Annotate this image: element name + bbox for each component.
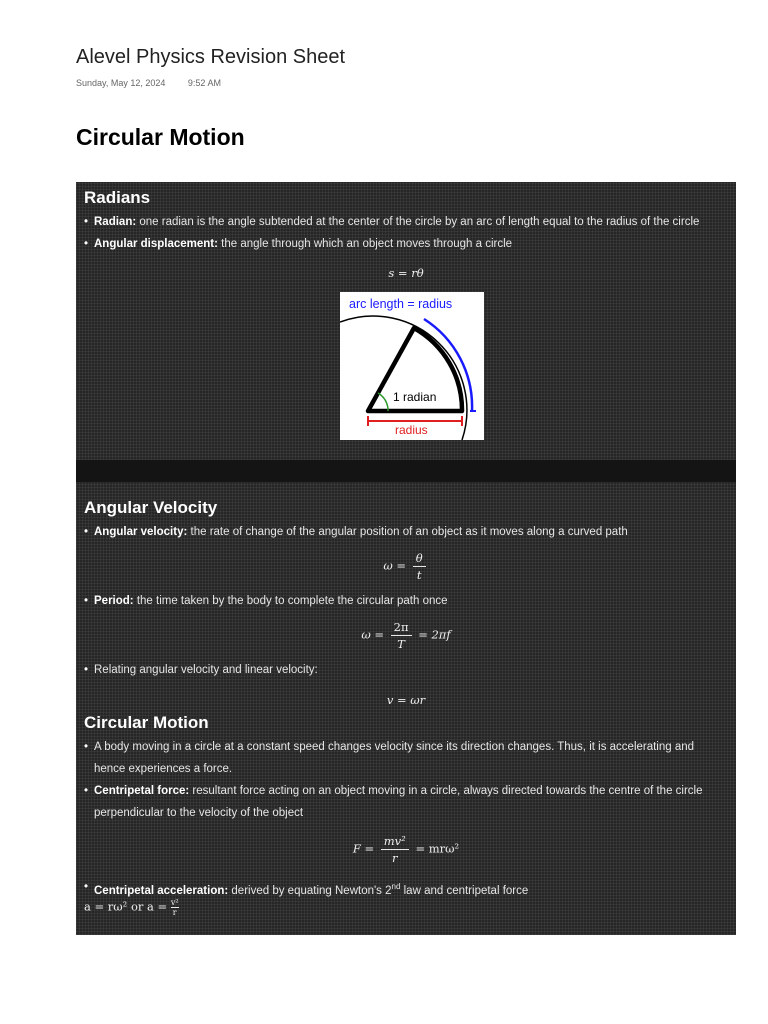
- bullet-term: Angular displacement:: [94, 238, 218, 250]
- bullet-term: Centripetal acceleration:: [94, 884, 229, 897]
- note-time: 9:52 AM: [187, 78, 221, 88]
- note-title: Alevel Physics Revision Sheet: [76, 46, 346, 68]
- formula-centripetal-force: [76, 833, 736, 866]
- fraction-numerator: 2π: [391, 619, 412, 636]
- bullet-text: the time taken by the body to complete the circular path once: [133, 595, 448, 607]
- angular-velocity-title: Angular Velocity: [84, 498, 218, 517]
- bullet-text: one radian is the angle subtended at the center of the circle by an arc of length equal to the radius of the circle: [136, 216, 700, 228]
- fraction-denominator: t: [416, 568, 422, 582]
- radians-title: Radians: [84, 188, 151, 207]
- bullet-term: Centripetal force:: [94, 785, 190, 797]
- fraction-denominator: T: [397, 637, 405, 651]
- bullet-constant-speed: [94, 736, 714, 780]
- angle-label: 1 radian: [393, 390, 437, 404]
- fraction-numerator: mv²: [381, 833, 409, 850]
- bullet-text: the angle through which an object moves through a circle: [217, 238, 513, 250]
- bullet-relating-velocity: [94, 659, 714, 681]
- bullet-text: A body moving in a circle at a constant speed changes velocity since its direction changes. Thus, it is accelerating and hence experiences a force.: [94, 741, 695, 775]
- fraction-numerator: v²: [170, 898, 179, 907]
- panel-divider: [76, 460, 736, 482]
- fraction-numerator: θ: [413, 550, 426, 567]
- formula-rhs: = 2πf: [418, 627, 451, 642]
- circular-motion-title: Circular Motion: [84, 713, 209, 732]
- formula-omega-theta: [76, 550, 736, 583]
- bullet-text: the rate of change of the angular position of an object as it moves along a curved path: [187, 526, 628, 538]
- angle-arc: [378, 393, 388, 411]
- bullet-angular-velocity: [94, 521, 714, 543]
- note-date: Sunday, May 12, 2024: [76, 78, 166, 88]
- bullet-radian: [94, 211, 714, 233]
- radius-label: radius: [395, 423, 428, 437]
- superscript: nd: [391, 882, 401, 891]
- bullet-text-after: law and centripetal force: [400, 884, 529, 897]
- bullet-term: Angular velocity:: [94, 526, 188, 538]
- acceleration-formula: [84, 898, 179, 917]
- angular-velocity-panel: [76, 482, 736, 935]
- bullet-text: derived by equating Newton's 2: [228, 884, 392, 897]
- formula-lhs: ω =: [383, 558, 407, 573]
- accel-text: a = rω² or a =: [84, 899, 171, 914]
- bullet-term: Radian:: [94, 216, 137, 228]
- fraction-denominator: r: [392, 851, 398, 865]
- bullet-text: Relating angular velocity and linear velocity:: [94, 664, 318, 676]
- bullet-period: [94, 590, 714, 612]
- section-heading: Circular Motion: [76, 124, 245, 150]
- formula-linear-velocity: v = ωr: [386, 693, 426, 707]
- bullet-angular-displacement: [94, 233, 714, 255]
- fraction: [381, 833, 409, 866]
- bullet-centripetal-acceleration: [94, 876, 714, 902]
- fraction: [391, 619, 412, 652]
- note-metadata: [76, 78, 241, 88]
- formula-arc-length: s = rθ: [388, 266, 424, 280]
- fraction-denominator: r: [172, 908, 177, 917]
- formula-omega-period: [76, 619, 736, 652]
- radian-diagram: [340, 292, 484, 440]
- bullet-centripetal-force: [94, 780, 714, 824]
- fraction: [413, 550, 426, 583]
- formula-lhs: F =: [352, 841, 375, 856]
- formula-lhs: ω =: [361, 627, 385, 642]
- arc-length-label: arc length = radius: [349, 297, 453, 311]
- radians-panel: [76, 182, 736, 460]
- formula-rhs: = mrω²: [415, 841, 460, 856]
- bullet-text: resultant force acting on an object moving in a circle, always directed towards the centre of the circle perpendicular to the velocity of the object: [94, 785, 703, 819]
- radian-diagram-svg: [340, 292, 484, 440]
- fraction: [171, 898, 179, 917]
- bullet-term: Period:: [94, 595, 134, 607]
